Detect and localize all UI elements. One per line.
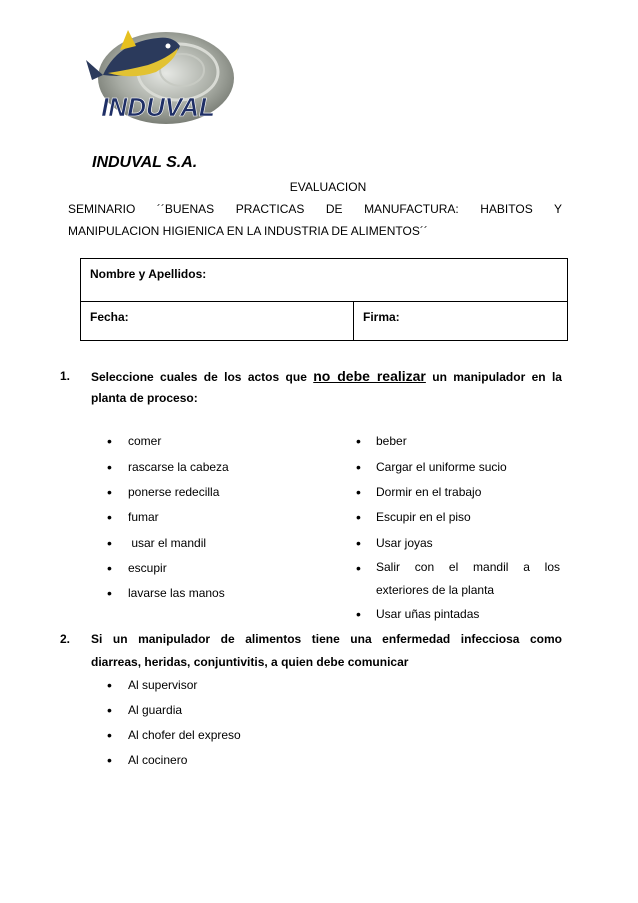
- student-info-table: [80, 258, 568, 341]
- name-label: Nombre y Apellidos:: [90, 267, 207, 281]
- question-1-intro: Seleccione cuales de los actos que: [91, 370, 307, 384]
- question-1-number: 1.: [60, 369, 71, 383]
- bullet-icon: •: [356, 535, 361, 551]
- seminar-title-line1: SEMINARIO ´´BUENAS PRACTICAS DE MANUFACTURA: HABITOS Y: [68, 202, 562, 216]
- option-label: Usar joyas: [376, 536, 433, 550]
- option-label: beber: [376, 434, 407, 448]
- option-label: comer: [128, 434, 162, 448]
- option-label: Usar uñas pintadas: [376, 607, 480, 621]
- bullet-icon: •: [107, 677, 112, 693]
- option-label: lavarse las manos: [128, 586, 225, 600]
- option-label: Dormir en el trabajo: [376, 485, 482, 499]
- option-label: Al guardia: [128, 703, 183, 717]
- option-label: usar el mandil: [128, 536, 207, 550]
- bullet-icon: •: [356, 433, 361, 449]
- question-1-tail: un manipulador en la: [432, 370, 562, 384]
- list-item: [0, 727, 638, 743]
- list-item: [0, 752, 638, 768]
- signature-label: Firma:: [363, 310, 400, 324]
- list-item: [0, 677, 638, 693]
- question-2-text: Si un manipulador de alimentos tiene una enfermedad infecciosa como: [91, 632, 562, 646]
- list-item: [0, 606, 638, 622]
- option-label: Salir con el mandil a los: [376, 560, 560, 574]
- company-name: INDUVAL S.A.: [92, 154, 198, 171]
- bullet-icon: •: [107, 459, 112, 475]
- question-2-text-line2: diarreas, heridas, conjuntivitis, a quien debe comunicar: [91, 655, 409, 669]
- bullet-icon: •: [356, 560, 361, 576]
- list-item: [0, 459, 638, 475]
- option-label-continued: exteriores de la planta: [376, 583, 495, 597]
- bullet-icon: •: [107, 560, 112, 576]
- option-label: escupir: [128, 561, 167, 575]
- signature-field[interactable]: [354, 302, 568, 341]
- bullet-icon: •: [107, 727, 112, 743]
- option-label: ponerse redecilla: [128, 485, 220, 499]
- list-item: [0, 702, 638, 718]
- bullet-icon: •: [107, 433, 112, 449]
- option-label: Al chofer del expreso: [128, 728, 241, 742]
- option-label: fumar: [128, 510, 159, 524]
- bullet-icon: •: [107, 752, 112, 768]
- list-item: [0, 585, 638, 601]
- question-1-emphasis: no debe realizar: [313, 368, 426, 384]
- option-label: rascarse la cabeza: [128, 460, 229, 474]
- bullet-icon: •: [107, 585, 112, 601]
- list-item: [0, 484, 638, 500]
- bullet-icon: •: [356, 484, 361, 500]
- list-item: [0, 433, 638, 449]
- bullet-icon: •: [107, 509, 112, 525]
- option-label: Escupir en el piso: [376, 510, 471, 524]
- date-field[interactable]: [81, 302, 354, 341]
- question-2-number: 2.: [60, 632, 71, 646]
- document-heading: EVALUACION: [289, 180, 367, 194]
- logo-text: INDUVAL: [101, 92, 215, 122]
- question-1-text-line2: planta de proceso:: [91, 391, 198, 405]
- bullet-icon: •: [107, 484, 112, 500]
- bullet-icon: •: [107, 535, 112, 551]
- bullet-icon: •: [356, 606, 361, 622]
- option-label: Al supervisor: [128, 678, 198, 692]
- bullet-icon: •: [356, 509, 361, 525]
- list-item: [0, 509, 638, 525]
- date-label: Fecha:: [90, 310, 129, 324]
- company-logo: [78, 20, 238, 130]
- bullet-icon: •: [107, 702, 112, 718]
- seminar-title-line2: MANIPULACION HIGIENICA EN LA INDUSTRIA DE ALIMENTOS´´: [68, 224, 428, 238]
- name-field[interactable]: [81, 259, 568, 302]
- option-label: Cargar el uniforme sucio: [376, 460, 507, 474]
- list-item: [0, 535, 638, 551]
- bullet-icon: •: [356, 459, 361, 475]
- option-label: Al cocinero: [128, 753, 188, 767]
